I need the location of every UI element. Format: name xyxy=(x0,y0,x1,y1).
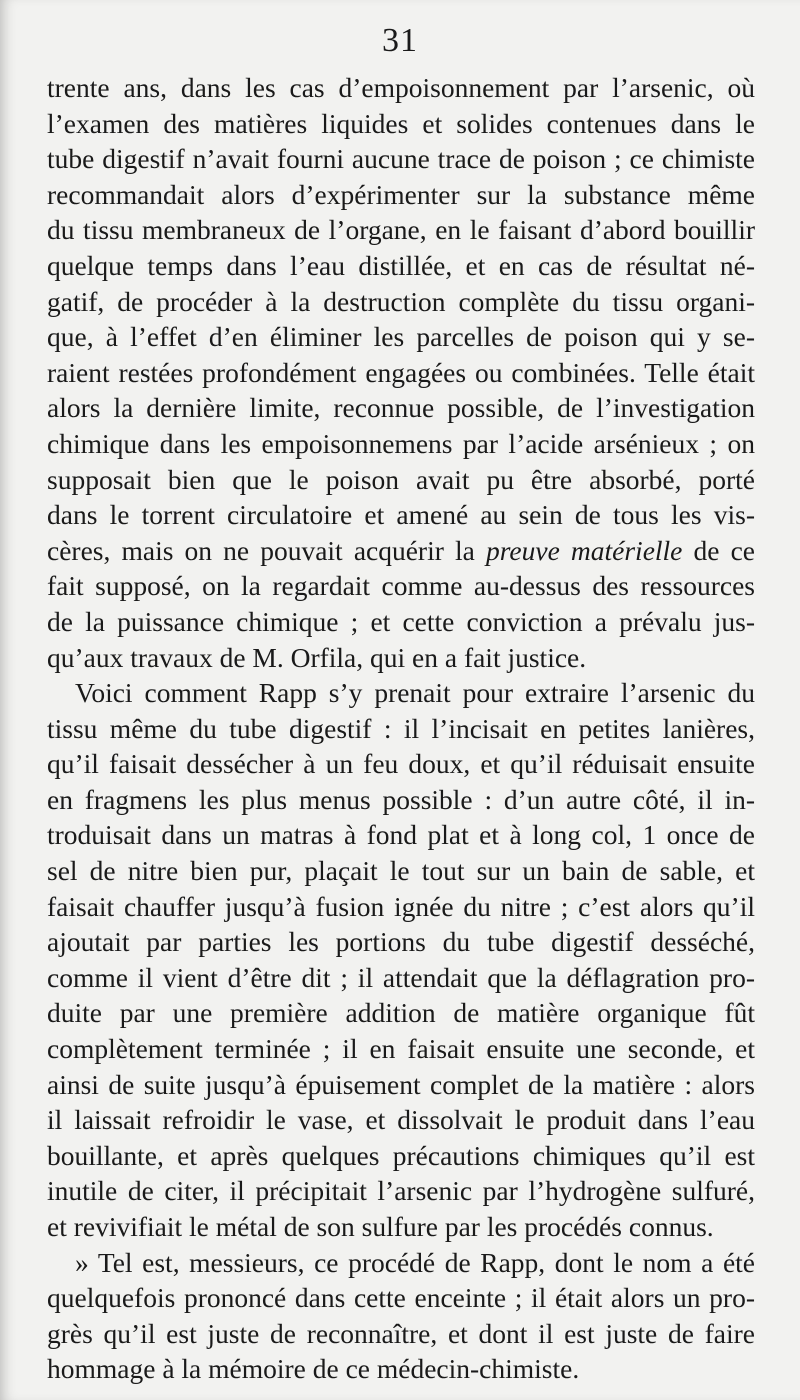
page-number: 31 xyxy=(382,22,418,59)
text-line: dans le torrent circulatoire et amené au sein de tous les vis- xyxy=(47,499,755,531)
text-line: sel de nitre bien pur, plaçait le tout sur un bain de sable, et xyxy=(47,855,755,887)
text-line: ainsi de suite jusqu’à épuisement complet de la matière : alors xyxy=(47,1068,755,1100)
paragraph xyxy=(47,675,755,1245)
text-line: qu’il faisait dessécher à un feu doux, et qu’il réduisait ensuite xyxy=(47,748,755,780)
text-line: » Tel est, messieurs, ce procédé de Rapp, dont le nom a été xyxy=(75,1246,755,1278)
text-line: chimique dans les empoisonnemens par l’acide arsénieux ; on xyxy=(47,427,755,459)
paragraph xyxy=(47,70,755,675)
text-line: duite par une première addition de matière organique fût xyxy=(47,997,755,1029)
text-line: Voici comment Rapp s’y prenait pour extraire l’arsenic du xyxy=(75,677,755,709)
text-line: gatif, de procéder à la destruction complète du tissu organi- xyxy=(47,285,755,317)
text-line: raient restées profondément engagées ou combinées. Telle était xyxy=(47,356,755,388)
text-line: cères, mais on ne pouvait acquérir la preuve matérielle de ce xyxy=(47,534,755,566)
text-line: trente ans, dans les cas d’empoisonnement par l’arsenic, où xyxy=(47,72,755,103)
text-line: inutile de citer, il précipitait l’arsenic par l’hydrogène sulfuré, xyxy=(47,1175,755,1207)
text-line: bouillante, et après quelques précautions chimiques qu’il est xyxy=(47,1139,755,1171)
paragraph xyxy=(47,1245,755,1387)
text-line: quelque temps dans l’eau distillée, et en cas de résultat né- xyxy=(47,249,755,281)
text-line: que, à l’effet d’en éliminer les parcelles de poison qui y se- xyxy=(47,321,755,353)
text-line: supposait bien que le poison avait pu être absorbé, porté xyxy=(47,463,755,495)
text-line: grès qu’il est juste de reconnaître, et dont il est juste de faire xyxy=(47,1317,755,1349)
text-line: troduisait dans un matras à fond plat et à long col, 1 once de xyxy=(47,819,755,851)
text-line: et revivifiait le métal de son sulfure par les procédés connus. xyxy=(47,1211,714,1242)
text-line: recommandait alors d’expérimenter sur la substance même xyxy=(47,178,755,210)
text-line: quelquefois prononcé dans cette enceinte ; il était alors un pro- xyxy=(47,1282,755,1314)
text-line: tissu même du tube digestif : il l’incisait en petites lanières, xyxy=(47,712,755,744)
text-line: ajoutait par parties les portions du tube digestif desséché, xyxy=(47,926,755,958)
text-line: en fragmens les plus menus possible : d’un autre côté, il in- xyxy=(47,783,755,815)
text-line: l’examen des matières liquides et solides contenues dans le xyxy=(47,107,755,139)
text-line: il laissait refroidir le vase, et dissolvait le produit dans l’eau xyxy=(47,1104,755,1136)
italic-phrase: preuve matérielle xyxy=(485,534,683,566)
text-line: alors la dernière limite, reconnue possible, de l’investigation xyxy=(47,392,755,424)
text-line: tube digestif n’avait fourni aucune trace de poison ; ce chimiste xyxy=(47,143,755,175)
text-line: du tissu membraneux de l’organe, en le faisant d’abord bouillir xyxy=(47,214,755,246)
text-line: complètement terminée ; il en faisait ensuite une seconde, et xyxy=(47,1033,755,1065)
text-line: fait supposé, on la regardait comme au-dessus des ressources xyxy=(47,570,755,602)
text-line: faisait chauffer jusqu’à fusion ignée du nitre ; c’est alors qu’il xyxy=(47,890,755,922)
text-line: hommage à la mémoire de ce médecin-chimiste. xyxy=(47,1353,580,1385)
body-text xyxy=(47,70,755,1387)
text-line: comme il vient d’être dit ; il attendait que la déflagration pro- xyxy=(47,961,755,993)
text-line: qu’aux travaux de M. Orfila, qui en a fait justice. xyxy=(47,641,587,673)
text-line: de la puissance chimique ; et cette conviction a prévalu jus- xyxy=(47,605,755,637)
